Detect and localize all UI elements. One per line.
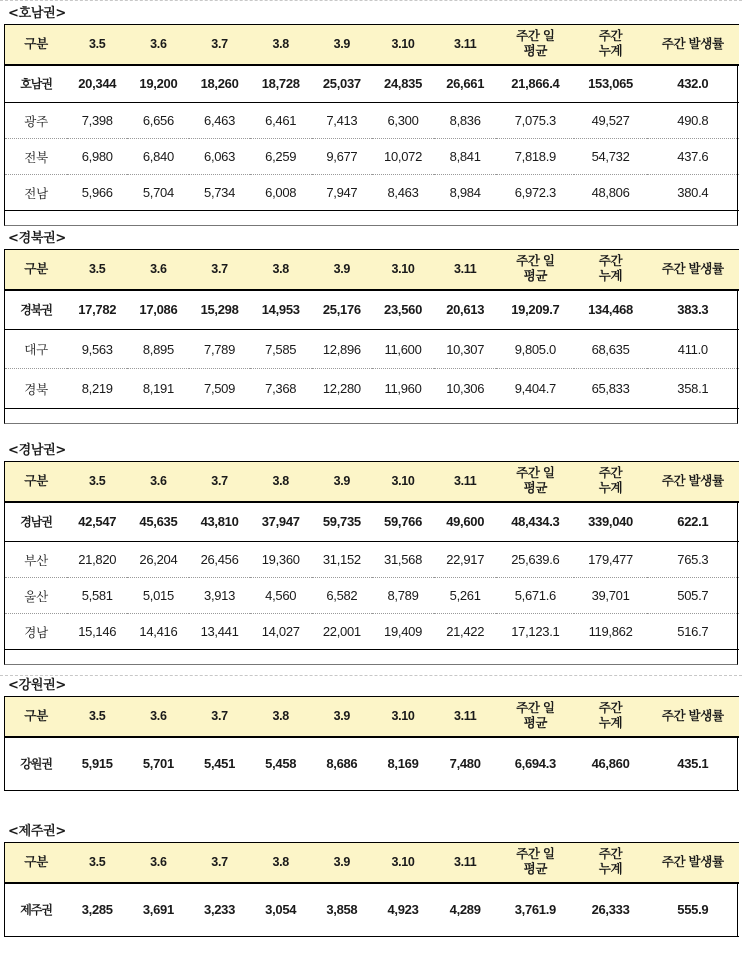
table-cell: 45,635 <box>127 502 189 542</box>
region-section-gangwon <box>4 676 738 791</box>
table-cell: 7,947 <box>312 175 372 211</box>
table-cell: 8,191 <box>127 369 189 409</box>
column-header: 3.8 <box>250 697 312 737</box>
table-cell: 435.1 <box>647 737 739 791</box>
row-label: 광주 <box>5 103 67 139</box>
table-cell: 39,701 <box>574 578 646 614</box>
table-cell: 7,368 <box>250 369 312 409</box>
table-cell: 380.4 <box>647 175 739 211</box>
table-cell: 7,075.3 <box>496 103 574 139</box>
table-cell: 21,820 <box>67 542 127 578</box>
table-cell: 59,735 <box>312 502 372 542</box>
table-spacer <box>4 650 738 665</box>
table-cell: 10,306 <box>434 369 496 409</box>
table-cell: 13,441 <box>189 614 249 650</box>
region-section-gyeongnam <box>4 441 738 665</box>
table-cell: 31,152 <box>312 542 372 578</box>
column-header: 주간 발생률 <box>647 843 739 883</box>
column-header: 주간 누계 <box>574 462 646 502</box>
row-label: 전남 <box>5 175 67 211</box>
column-header: 주간 누계 <box>574 250 646 290</box>
section-title: <제주권> <box>8 824 66 839</box>
table-cell: 3,054 <box>250 883 312 937</box>
table-cell: 26,204 <box>127 542 189 578</box>
column-header: 3.10 <box>372 462 434 502</box>
table-cell: 8,219 <box>67 369 127 409</box>
table-spacer <box>4 211 738 226</box>
table-cell: 12,280 <box>312 369 372 409</box>
row-label: 경북 <box>5 369 67 409</box>
region-total-row <box>5 502 739 542</box>
region-table <box>4 461 738 650</box>
region-section-jeju <box>4 822 738 937</box>
table-cell: 119,862 <box>574 614 646 650</box>
column-header: 주간 일 평균 <box>496 250 574 290</box>
table-cell: 8,463 <box>372 175 434 211</box>
table-cell: 7,480 <box>434 737 496 791</box>
table-cell: 7,509 <box>189 369 249 409</box>
table-cell: 490.8 <box>647 103 739 139</box>
table-row <box>5 330 739 369</box>
table-cell: 5,015 <box>127 578 189 614</box>
table-cell: 14,027 <box>250 614 312 650</box>
table-cell: 14,416 <box>127 614 189 650</box>
table-cell: 15,298 <box>189 290 249 330</box>
region-table <box>4 842 738 937</box>
table-cell: 22,001 <box>312 614 372 650</box>
table-cell: 765.3 <box>647 542 739 578</box>
column-header: 3.5 <box>67 697 127 737</box>
table-cell: 3,285 <box>67 883 127 937</box>
table-cell: 6,972.3 <box>496 175 574 211</box>
table-cell: 5,704 <box>127 175 189 211</box>
column-header: 주간 일 평균 <box>496 843 574 883</box>
table-row <box>5 175 739 211</box>
table-header-row <box>5 462 739 502</box>
table-cell: 9,677 <box>312 139 372 175</box>
table-cell: 4,923 <box>372 883 434 937</box>
table-cell: 23,560 <box>372 290 434 330</box>
column-header: 3.8 <box>250 843 312 883</box>
table-row <box>5 369 739 409</box>
column-header: 주간 일 평균 <box>496 462 574 502</box>
table-cell: 20,344 <box>67 65 127 103</box>
table-cell: 43,810 <box>189 502 249 542</box>
table-cell: 6,582 <box>312 578 372 614</box>
row-label: 대구 <box>5 330 67 369</box>
table-cell: 3,233 <box>189 883 249 937</box>
table-cell: 17,123.1 <box>496 614 574 650</box>
table-cell: 19,200 <box>127 65 189 103</box>
table-cell: 437.6 <box>647 139 739 175</box>
column-header: 3.9 <box>312 697 372 737</box>
column-header: 3.8 <box>250 462 312 502</box>
table-row <box>5 103 739 139</box>
table-cell: 10,307 <box>434 330 496 369</box>
row-label: 경남권 <box>5 502 67 542</box>
column-header: 3.11 <box>434 25 496 65</box>
column-header: 3.6 <box>127 25 189 65</box>
column-header: 주간 발생률 <box>647 25 739 65</box>
table-cell: 14,953 <box>250 290 312 330</box>
table-cell: 26,661 <box>434 65 496 103</box>
table-cell: 19,409 <box>372 614 434 650</box>
column-header: 3.6 <box>127 843 189 883</box>
table-cell: 8,895 <box>127 330 189 369</box>
table-cell: 6,694.3 <box>496 737 574 791</box>
column-header: 3.10 <box>372 25 434 65</box>
table-cell: 19,360 <box>250 542 312 578</box>
column-header: 3.11 <box>434 462 496 502</box>
table-cell: 68,635 <box>574 330 646 369</box>
table-cell: 54,732 <box>574 139 646 175</box>
table-cell: 48,434.3 <box>496 502 574 542</box>
table-cell: 37,947 <box>250 502 312 542</box>
table-cell: 11,960 <box>372 369 434 409</box>
table-row <box>5 578 739 614</box>
table-cell: 25,037 <box>312 65 372 103</box>
table-cell: 383.3 <box>647 290 739 330</box>
row-label: 경북권 <box>5 290 67 330</box>
table-cell: 6,656 <box>127 103 189 139</box>
table-cell: 8,686 <box>312 737 372 791</box>
region-section-honam <box>4 4 738 226</box>
column-header: 3.11 <box>434 250 496 290</box>
table-cell: 8,169 <box>372 737 434 791</box>
table-cell: 7,585 <box>250 330 312 369</box>
column-header: 주간 누계 <box>574 697 646 737</box>
region-section-gyeongbuk <box>4 229 738 424</box>
table-cell: 432.0 <box>647 65 739 103</box>
table-row <box>5 614 739 650</box>
table-cell: 19,209.7 <box>496 290 574 330</box>
table-cell: 21,422 <box>434 614 496 650</box>
table-header-row <box>5 25 739 65</box>
column-header: 구분 <box>5 697 67 737</box>
column-header: 주간 발생률 <box>647 462 739 502</box>
table-cell: 7,413 <box>312 103 372 139</box>
column-header: 3.11 <box>434 697 496 737</box>
table-cell: 15,146 <box>67 614 127 650</box>
column-header: 3.5 <box>67 843 127 883</box>
region-table <box>4 249 738 409</box>
table-cell: 179,477 <box>574 542 646 578</box>
section-title: <강원권> <box>8 678 66 693</box>
table-cell: 9,563 <box>67 330 127 369</box>
region-total-row <box>5 65 739 103</box>
column-header: 3.6 <box>127 697 189 737</box>
column-header: 3.8 <box>250 25 312 65</box>
table-cell: 339,040 <box>574 502 646 542</box>
row-label: 경남 <box>5 614 67 650</box>
table-header-row <box>5 843 739 883</box>
table-cell: 411.0 <box>647 330 739 369</box>
section-title: <경남권> <box>8 443 66 458</box>
table-cell: 9,805.0 <box>496 330 574 369</box>
column-header: 주간 누계 <box>574 843 646 883</box>
table-cell: 622.1 <box>647 502 739 542</box>
row-label: 강원권 <box>5 737 67 791</box>
table-cell: 3,913 <box>189 578 249 614</box>
table-header-row <box>5 250 739 290</box>
column-header: 3.9 <box>312 843 372 883</box>
table-cell: 5,451 <box>189 737 249 791</box>
table-cell: 17,086 <box>127 290 189 330</box>
table-cell: 358.1 <box>647 369 739 409</box>
table-cell: 4,289 <box>434 883 496 937</box>
column-header: 3.7 <box>189 462 249 502</box>
column-header: 3.7 <box>189 250 249 290</box>
table-cell: 24,835 <box>372 65 434 103</box>
column-header: 주간 누계 <box>574 25 646 65</box>
section-title: <호남권> <box>8 6 66 21</box>
table-cell: 26,333 <box>574 883 646 937</box>
column-header: 3.7 <box>189 25 249 65</box>
table-cell: 25,639.6 <box>496 542 574 578</box>
table-cell: 12,896 <box>312 330 372 369</box>
table-cell: 5,734 <box>189 175 249 211</box>
table-cell: 3,858 <box>312 883 372 937</box>
column-header: 3.5 <box>67 250 127 290</box>
column-header: 3.5 <box>67 462 127 502</box>
table-cell: 49,600 <box>434 502 496 542</box>
table-cell: 516.7 <box>647 614 739 650</box>
column-header: 주간 발생률 <box>647 697 739 737</box>
column-header: 3.6 <box>127 462 189 502</box>
table-cell: 6,463 <box>189 103 249 139</box>
column-header: 구분 <box>5 25 67 65</box>
column-header: 주간 발생률 <box>647 250 739 290</box>
table-cell: 46,860 <box>574 737 646 791</box>
region-total-row <box>5 737 739 791</box>
table-cell: 5,701 <box>127 737 189 791</box>
section-title: <경북권> <box>8 231 66 246</box>
table-cell: 8,836 <box>434 103 496 139</box>
table-cell: 7,398 <box>67 103 127 139</box>
table-cell: 20,613 <box>434 290 496 330</box>
table-cell: 21,866.4 <box>496 65 574 103</box>
table-cell: 5,581 <box>67 578 127 614</box>
row-label: 제주권 <box>5 883 67 937</box>
column-header: 주간 일 평균 <box>496 697 574 737</box>
table-cell: 153,065 <box>574 65 646 103</box>
table-cell: 49,527 <box>574 103 646 139</box>
table-cell: 4,560 <box>250 578 312 614</box>
table-cell: 18,260 <box>189 65 249 103</box>
table-cell: 5,458 <box>250 737 312 791</box>
column-header: 구분 <box>5 462 67 502</box>
column-header: 3.9 <box>312 25 372 65</box>
table-cell: 505.7 <box>647 578 739 614</box>
table-cell: 6,259 <box>250 139 312 175</box>
table-cell: 22,917 <box>434 542 496 578</box>
table-cell: 8,984 <box>434 175 496 211</box>
table-cell: 10,072 <box>372 139 434 175</box>
table-header-row <box>5 697 739 737</box>
region-total-row <box>5 883 739 937</box>
table-cell: 42,547 <box>67 502 127 542</box>
table-cell: 134,468 <box>574 290 646 330</box>
column-header: 3.7 <box>189 843 249 883</box>
table-cell: 3,691 <box>127 883 189 937</box>
table-cell: 6,300 <box>372 103 434 139</box>
column-header: 구분 <box>5 250 67 290</box>
table-cell: 5,966 <box>67 175 127 211</box>
table-cell: 65,833 <box>574 369 646 409</box>
region-total-row <box>5 290 739 330</box>
table-spacer <box>4 409 738 424</box>
row-label: 호남권 <box>5 65 67 103</box>
column-header: 3.9 <box>312 250 372 290</box>
table-cell: 25,176 <box>312 290 372 330</box>
column-header: 주간 일 평균 <box>496 25 574 65</box>
column-header: 3.10 <box>372 697 434 737</box>
table-cell: 9,404.7 <box>496 369 574 409</box>
column-header: 3.9 <box>312 462 372 502</box>
region-table <box>4 696 738 791</box>
table-cell: 8,789 <box>372 578 434 614</box>
table-cell: 48,806 <box>574 175 646 211</box>
column-header: 3.8 <box>250 250 312 290</box>
table-cell: 59,766 <box>372 502 434 542</box>
table-cell: 11,600 <box>372 330 434 369</box>
table-cell: 31,568 <box>372 542 434 578</box>
table-cell: 6,980 <box>67 139 127 175</box>
table-cell: 555.9 <box>647 883 739 937</box>
table-row <box>5 542 739 578</box>
table-cell: 5,915 <box>67 737 127 791</box>
table-cell: 5,261 <box>434 578 496 614</box>
table-cell: 6,840 <box>127 139 189 175</box>
column-header: 3.5 <box>67 25 127 65</box>
table-cell: 6,063 <box>189 139 249 175</box>
table-cell: 7,789 <box>189 330 249 369</box>
column-header: 3.10 <box>372 250 434 290</box>
table-cell: 17,782 <box>67 290 127 330</box>
table-cell: 26,456 <box>189 542 249 578</box>
column-header: 3.6 <box>127 250 189 290</box>
row-label: 부산 <box>5 542 67 578</box>
row-label: 울산 <box>5 578 67 614</box>
table-cell: 5,671.6 <box>496 578 574 614</box>
table-cell: 7,818.9 <box>496 139 574 175</box>
region-table <box>4 24 738 211</box>
table-cell: 8,841 <box>434 139 496 175</box>
table-cell: 3,761.9 <box>496 883 574 937</box>
column-header: 3.10 <box>372 843 434 883</box>
row-label: 전북 <box>5 139 67 175</box>
column-header: 구분 <box>5 843 67 883</box>
column-header: 3.11 <box>434 843 496 883</box>
table-cell: 18,728 <box>250 65 312 103</box>
table-row <box>5 139 739 175</box>
table-cell: 6,008 <box>250 175 312 211</box>
column-header: 3.7 <box>189 697 249 737</box>
table-cell: 6,461 <box>250 103 312 139</box>
